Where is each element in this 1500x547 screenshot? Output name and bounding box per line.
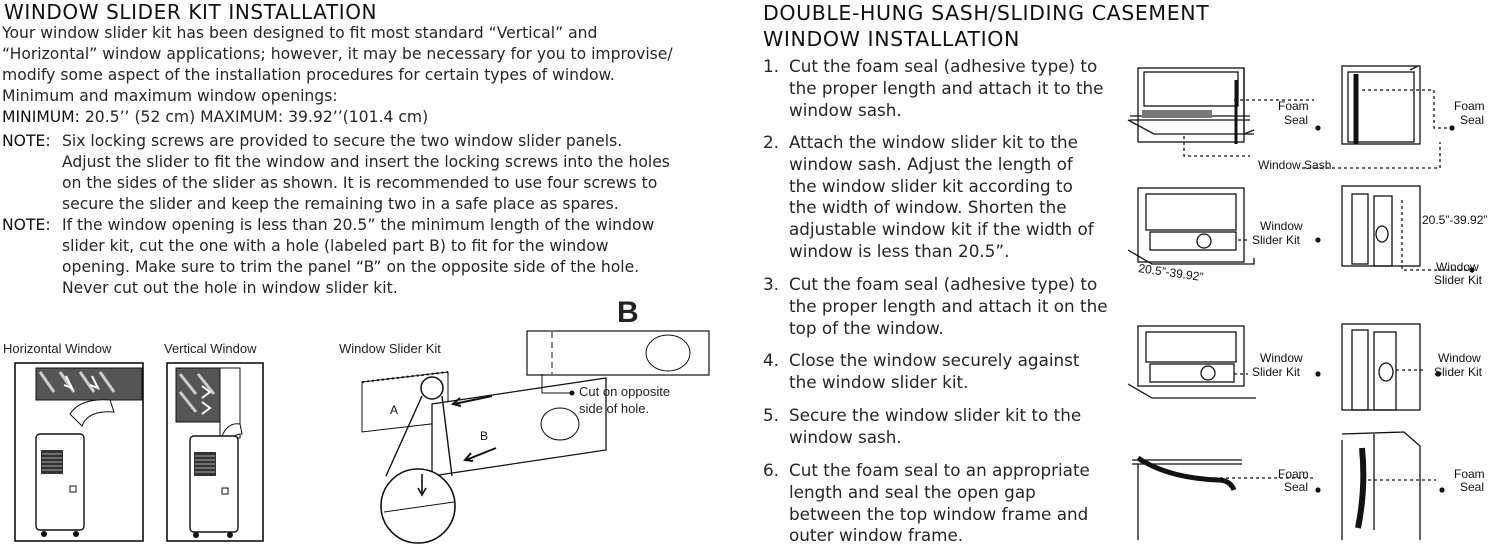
step-4 <box>763 350 1079 394</box>
step-number: 1. <box>763 56 780 76</box>
intro-line: Your window slider kit has been designed to fit most standard “Vertical” and <box>2 24 598 42</box>
slider-kit-label-2: Slider Kit <box>1434 273 1483 287</box>
seal-label-4: Seal <box>1460 480 1485 494</box>
foam-label-2: Foam <box>1454 99 1485 113</box>
window-label-4: Window <box>1438 351 1481 365</box>
intro-line: “Horizontal” window applications; however, it may be necessary for you to improvise/ <box>2 44 673 63</box>
diagram-2-left <box>1128 188 1254 264</box>
seal-label-2: Seal <box>1460 113 1485 127</box>
step-line: the window slider kit according to <box>789 175 1073 196</box>
diagram-1-right <box>1342 66 1420 144</box>
note1-label: NOTE: <box>2 132 51 150</box>
note1-line: secure the slider and keep the remaining two in a safe place as spares. <box>62 194 619 213</box>
intro-paragraph <box>2 23 673 128</box>
step-5 <box>763 405 1081 449</box>
max-label: MAXIMUM: <box>200 107 284 126</box>
step-6 <box>763 460 1090 547</box>
step-line: between the top window frame and <box>789 503 1089 524</box>
horizontal-window-label: Horizontal Window <box>3 341 112 356</box>
step-number: 3. <box>763 274 780 294</box>
note2-line: If the window opening is less than 20.5” the minimum length of the window <box>62 216 655 234</box>
step-line: window sash. Adjust the length of <box>789 153 1073 174</box>
seal-label-3: Seal <box>1284 480 1309 494</box>
slider-kit-label-4: Slider Kit <box>1434 365 1483 379</box>
intro-line: modify some aspect of the installation procedures for certain types of window. <box>2 65 615 84</box>
installation-diagrams <box>1124 60 1498 546</box>
step-line: Secure the window slider kit to the <box>789 405 1082 425</box>
step-line: Close the window securely against <box>789 350 1080 370</box>
step-number: 4. <box>763 350 780 370</box>
max-value: 39.92’’(101.4 cm) <box>283 107 429 126</box>
step-line: the proper length and attach it on the <box>789 295 1108 316</box>
left-heading: WINDOW SLIDER KIT INSTALLATION <box>4 0 378 24</box>
part-b-big-label: B <box>617 296 639 329</box>
min-value: 20.5’’ (52 cm) <box>79 107 201 126</box>
step-line: window sash. <box>789 99 902 120</box>
step-line: the width of window. Shorten the <box>789 197 1067 218</box>
window-slider-kit-label: Window Slider Kit <box>339 341 441 356</box>
range-label-2: 20.5”-39.92” <box>1422 213 1488 227</box>
note2-line: Never cut out the hole in window slider kit. <box>62 278 398 297</box>
step-3 <box>763 274 1108 339</box>
diagram-3-right <box>1342 324 1424 410</box>
cut-note-line1: Cut on opposite <box>579 384 671 399</box>
window-sash-label: Window Sash <box>1258 158 1332 172</box>
note1-line: Adjust the slider to fit the window and insert the locking screws into the holes <box>62 152 670 171</box>
step-line: top of the window. <box>789 317 944 338</box>
slider-kit-label-3: Slider Kit <box>1252 365 1301 379</box>
window-label-1: Window <box>1260 219 1303 233</box>
step-line: adjustable window kit if the width of <box>789 219 1094 240</box>
note1-line: Six locking screws are provided to secure the two window slider panels. <box>62 132 623 150</box>
step-1 <box>763 56 1103 121</box>
window-label-3: Window <box>1260 351 1303 365</box>
foam-label-1: Foam <box>1278 99 1309 113</box>
slider-kit-label-1: Slider Kit <box>1252 233 1301 247</box>
note2-line: slider kit, cut the one with a hole (labeled part B) to fit for the window <box>62 236 609 255</box>
step-line: Cut the foam seal (adhesive type) to <box>789 274 1098 294</box>
diagram-4-right <box>1342 432 1436 540</box>
note2-label: NOTE: <box>2 216 51 234</box>
step-line: window is less than 20.5”. <box>789 240 1010 261</box>
step-line: length and seal the open gap <box>789 481 1036 502</box>
right-heading-line1: DOUBLE-HUNG SASH/SLIDING CASEMENT <box>763 1 1210 25</box>
step-2 <box>763 132 1094 263</box>
diagram-3-left <box>1128 326 1256 398</box>
seal-label-1: Seal <box>1284 113 1309 127</box>
diagram-1-left <box>1128 68 1254 144</box>
right-heading-line2: WINDOW INSTALLATION <box>763 27 1020 51</box>
step-line: window sash. <box>789 426 902 447</box>
panel-b-label: B <box>480 429 489 443</box>
note2-line: opening. Make sure to trim the panel “B” on the opposite side of the hole. <box>62 257 640 276</box>
step-line: Cut the foam seal to an appropriate <box>789 460 1090 480</box>
step-number: 2. <box>763 132 780 152</box>
step-number: 6. <box>763 460 780 480</box>
min-label: MINIMUM: <box>2 107 80 126</box>
note1-text <box>62 131 670 215</box>
note1-line: on the sides of the slider as shown. It is recommended to use four screws to <box>62 173 658 192</box>
step-line: Attach the window slider kit to the <box>789 132 1078 152</box>
panel-a-label: A <box>390 403 399 417</box>
foam-label-4: Foam <box>1454 467 1485 481</box>
note2-text <box>62 215 654 299</box>
range-label-1: 20.5”-39.92” <box>1137 261 1205 285</box>
cut-note-line2: side of hole. <box>579 401 650 416</box>
foam-label-3: Foam <box>1278 467 1309 481</box>
vertical-window-label: Vertical Window <box>164 341 257 356</box>
step-number: 5. <box>763 405 780 425</box>
min-max-line <box>2 107 673 128</box>
vertical-window-illustration <box>166 362 264 542</box>
step-line: outer window frame. <box>789 525 964 546</box>
intro-line: Minimum and maximum window openings: <box>2 86 338 105</box>
diagram-2-right <box>1342 186 1470 270</box>
window-label-2: Window <box>1436 260 1479 274</box>
step-line: Cut the foam seal (adhesive type) to <box>789 56 1098 76</box>
step-line: the window slider kit. <box>789 371 969 392</box>
horizontal-window-illustration <box>14 362 144 542</box>
step-line: the proper length and attach it to the <box>789 77 1104 98</box>
